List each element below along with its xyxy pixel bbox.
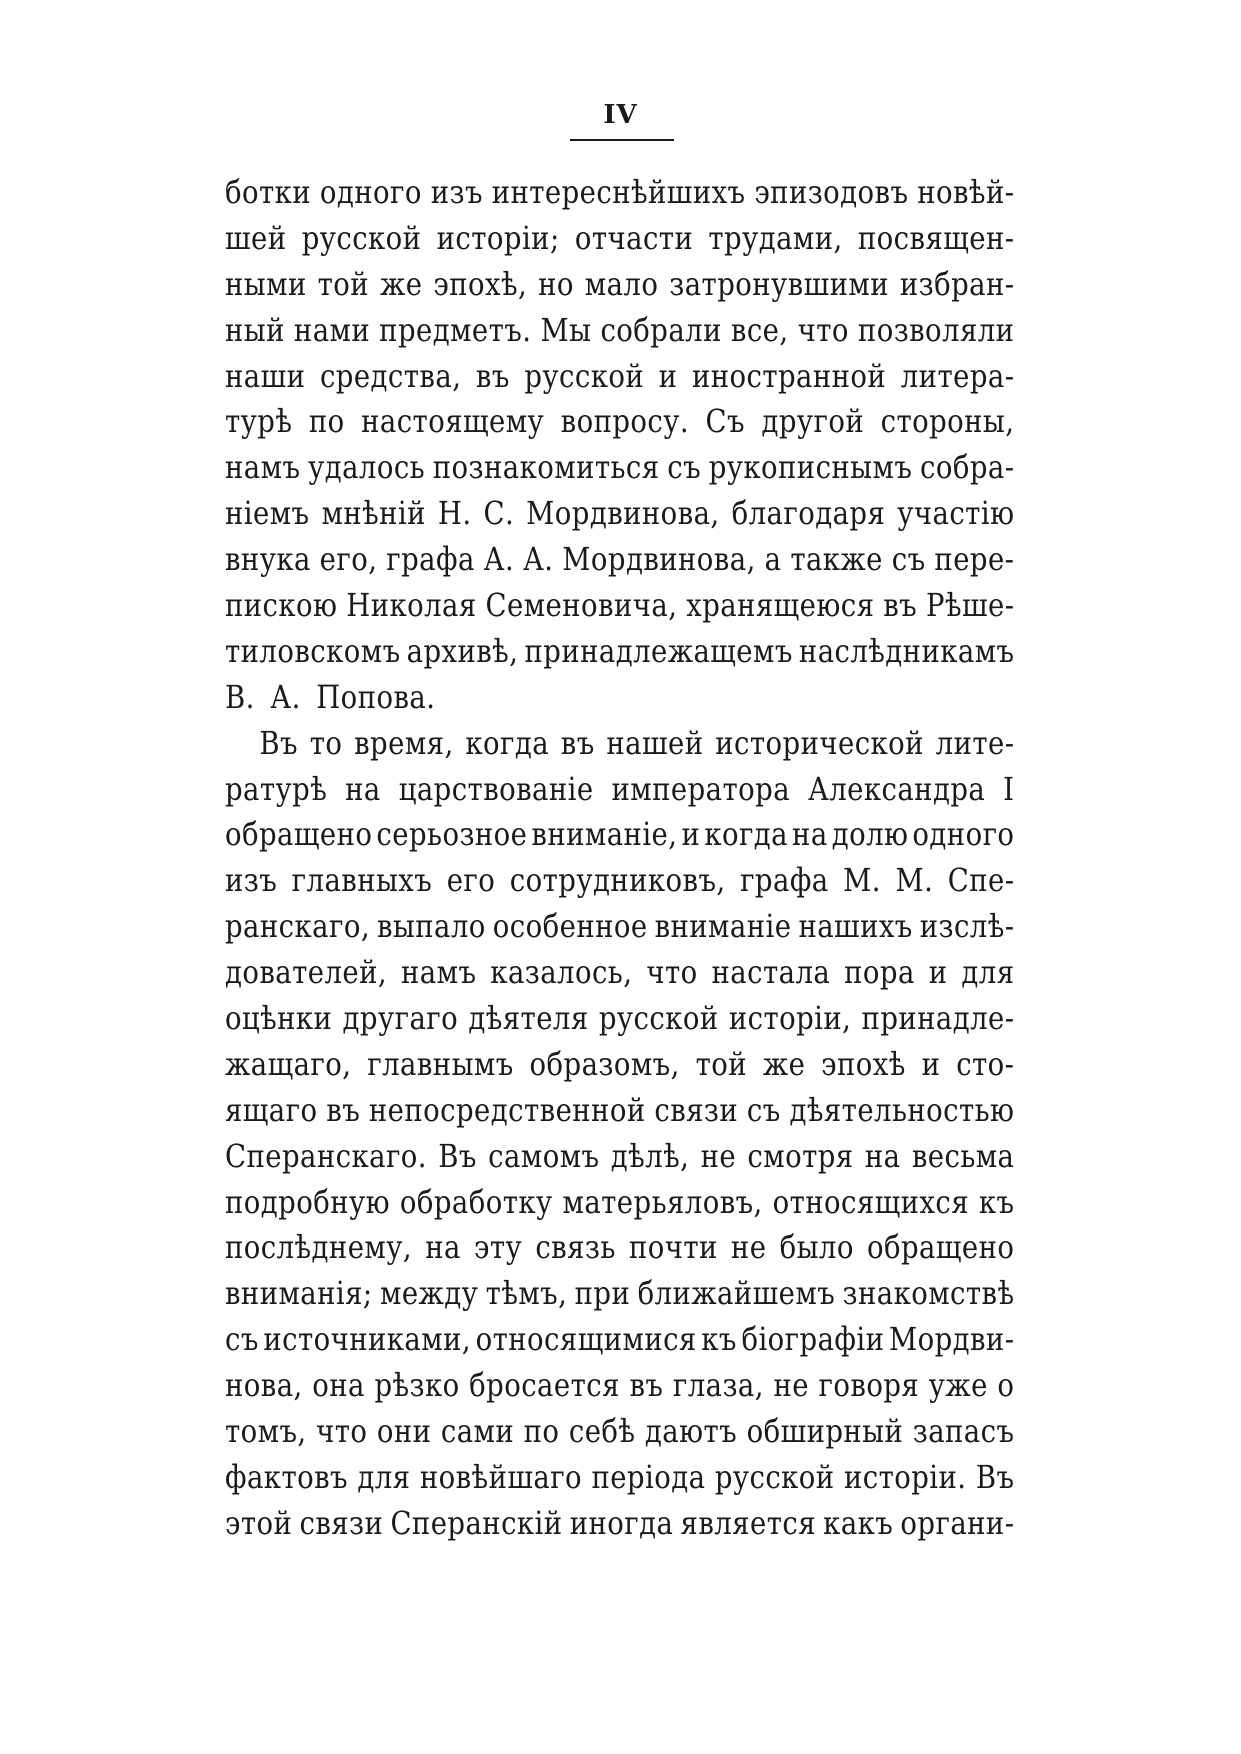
word: этой	[225, 1503, 293, 1542]
word: турѣ	[225, 402, 293, 441]
word: когда	[704, 815, 789, 854]
text-body	[225, 170, 1015, 1547]
text-line	[225, 445, 1014, 491]
word: обращено	[867, 1228, 1015, 1267]
word: благодаря	[731, 494, 886, 533]
text-line	[225, 1180, 1014, 1226]
word: В.	[225, 677, 255, 716]
word: Спе-	[947, 861, 1015, 900]
word: въ	[560, 723, 595, 762]
word: органи-	[900, 1503, 1015, 1542]
word: на	[792, 815, 828, 854]
word: бросается	[469, 1366, 620, 1405]
word: время,	[354, 723, 454, 762]
word: нашей	[606, 723, 704, 762]
word: о	[997, 1366, 1015, 1405]
word: I	[1003, 769, 1015, 808]
word: что	[797, 310, 849, 349]
word: хранящеюся	[686, 586, 875, 625]
word: выпало	[376, 907, 486, 946]
word: изъ	[430, 173, 483, 211]
word: наши	[225, 356, 306, 395]
word: томъ,	[225, 1412, 307, 1451]
word: матерьяловъ,	[562, 1182, 763, 1221]
text-line	[225, 1225, 1014, 1271]
word: Н.	[437, 494, 472, 533]
word: біографіи	[741, 1320, 885, 1359]
word: казалось,	[490, 953, 633, 992]
word: А.	[483, 540, 515, 579]
word: знакомствѣ	[842, 1274, 1015, 1313]
word: А.	[270, 677, 301, 716]
word: литера-	[900, 356, 1015, 395]
word: мало	[584, 264, 659, 303]
word: непосредственной	[368, 1090, 646, 1129]
word: Мордвинова,	[526, 494, 720, 533]
word: интереснѣйшихъ	[491, 173, 746, 211]
word: когда	[465, 723, 550, 762]
word: настоящему	[361, 402, 545, 441]
word: для	[961, 953, 1015, 992]
word: С.	[483, 494, 515, 533]
text-line	[225, 583, 1014, 629]
word: источниками,	[263, 1320, 472, 1359]
word: наслѣдникамъ	[798, 631, 1015, 670]
word: связь	[535, 1228, 616, 1267]
word: рѣзко	[374, 1366, 460, 1405]
word: ніемъ	[225, 494, 310, 533]
word: его	[446, 861, 496, 900]
word: образомъ,	[529, 1044, 680, 1083]
word: принадле-	[861, 999, 1015, 1038]
text-line	[225, 1409, 1014, 1455]
text-line	[225, 629, 1014, 675]
word: Въ	[438, 1136, 477, 1175]
word: ящаго	[225, 1090, 318, 1129]
word: рукописнымъ	[708, 448, 913, 487]
word: даютъ	[644, 1412, 738, 1451]
word: и	[681, 815, 701, 854]
text-line	[225, 1501, 1014, 1547]
text-line	[225, 216, 1014, 262]
text-line	[225, 1134, 1014, 1180]
word: періода	[591, 1457, 706, 1496]
word: Александра	[807, 769, 986, 808]
word: намъ	[401, 953, 477, 992]
text-line	[225, 1042, 1014, 1088]
word: исторической	[715, 723, 924, 762]
word: то	[309, 723, 343, 762]
word: одного	[319, 173, 422, 211]
word: какъ	[823, 1503, 894, 1542]
word: пере-	[934, 540, 1015, 579]
word: на	[864, 1136, 901, 1175]
word: относящихся	[772, 1182, 970, 1221]
word: между	[380, 1274, 479, 1313]
word: изъ	[225, 861, 278, 900]
word: Мордви-	[888, 1320, 1015, 1359]
word: русской	[598, 999, 719, 1038]
word: предметъ.	[379, 310, 532, 349]
word: эпизодовъ	[754, 173, 909, 211]
word: иногда	[569, 1503, 674, 1542]
word: вопросу.	[560, 402, 690, 441]
word: позволяли	[857, 310, 1015, 349]
word: трудами,	[708, 218, 843, 257]
word: же	[762, 1044, 806, 1083]
word: было	[779, 1228, 854, 1267]
text-line	[225, 858, 1014, 904]
word: глаза,	[672, 1366, 764, 1405]
word: шей	[225, 218, 287, 257]
word: серьозное	[376, 815, 528, 854]
word: въ	[629, 1366, 664, 1405]
word: Сперанскій	[390, 1503, 563, 1542]
word: архивѣ,	[406, 631, 519, 670]
word: настала	[711, 953, 831, 992]
word: царствованіе	[398, 769, 594, 808]
paragraph-1	[225, 170, 1015, 721]
word: собра-	[919, 448, 1015, 487]
word: въ	[883, 586, 918, 625]
word: почти	[628, 1228, 718, 1267]
word: къ	[701, 1320, 737, 1359]
word: ратурѣ	[225, 769, 328, 808]
text-line	[225, 170, 1014, 216]
word: главнымъ	[367, 1044, 514, 1083]
word: особенное	[492, 907, 648, 946]
word: Въ	[259, 723, 298, 762]
word: съ	[667, 448, 702, 487]
text-line	[225, 1088, 1014, 1134]
word: нами	[293, 310, 371, 349]
word: обращено	[225, 815, 373, 854]
text-line	[225, 996, 1014, 1042]
word: весьма	[911, 1136, 1015, 1175]
word: съ	[225, 1320, 259, 1359]
text-line	[225, 491, 1014, 537]
word: А.	[522, 540, 554, 579]
word: эпохѣ	[821, 1044, 906, 1083]
word: дѣлѣ,	[610, 1136, 690, 1175]
word: затронувшими	[669, 264, 889, 303]
word: подробную	[225, 1182, 390, 1221]
word: обработку	[399, 1182, 553, 1221]
word: ными	[225, 264, 307, 303]
word: къ	[978, 1182, 1015, 1221]
word: главныхъ	[291, 861, 433, 900]
word: нашихъ	[798, 907, 913, 946]
word: той	[317, 264, 370, 303]
word: ный	[225, 310, 285, 349]
word: иностранной	[691, 356, 887, 395]
word: говоря	[818, 1366, 920, 1405]
header-rule	[570, 139, 674, 141]
word: по	[308, 402, 345, 441]
word: Сперанскаго.	[225, 1136, 427, 1175]
text-line	[225, 1363, 1014, 1409]
word: оцѣнки	[225, 999, 333, 1038]
text-line	[225, 262, 1014, 308]
paragraph-2	[225, 721, 1015, 1547]
word: тиловскомъ	[225, 631, 401, 670]
word: Попова.	[316, 677, 436, 716]
word: лите-	[935, 723, 1015, 762]
word: не	[773, 1366, 809, 1405]
text-line	[225, 399, 1014, 445]
word: посвящен-	[857, 218, 1015, 257]
word: Мы	[540, 310, 592, 349]
word: отчасти	[574, 218, 694, 257]
word: она	[312, 1366, 365, 1405]
word: намъ	[225, 448, 301, 487]
word: пора	[844, 953, 915, 992]
word: графа	[386, 540, 475, 579]
word: собрали	[600, 310, 722, 349]
word: жащаго,	[225, 1044, 352, 1083]
text-line	[225, 950, 1014, 996]
word: является	[680, 1503, 816, 1542]
word: средства,	[319, 356, 462, 395]
word: участію	[897, 494, 1015, 533]
word: смотря	[747, 1136, 854, 1175]
word: также	[790, 540, 883, 579]
word: другой	[761, 402, 865, 441]
word: вниманіе	[654, 907, 792, 946]
word: принадлежащемъ	[524, 631, 793, 670]
word: Въ	[975, 1457, 1015, 1496]
word: они	[376, 1412, 432, 1451]
word: его,	[319, 540, 378, 579]
word: по	[523, 1412, 560, 1451]
word: одного	[912, 815, 1015, 854]
word: императора	[611, 769, 791, 808]
word: что	[316, 1412, 368, 1451]
page-number: IV	[603, 100, 638, 130]
word: стороны,	[880, 402, 1015, 441]
word: русской	[524, 356, 645, 395]
word: не	[730, 1228, 767, 1267]
word: сто-	[956, 1044, 1015, 1083]
word: а	[764, 540, 782, 579]
text-line	[225, 1317, 1014, 1363]
word: внука	[225, 540, 311, 579]
word: М.	[843, 861, 881, 900]
word: связи	[654, 1090, 739, 1129]
word: Мордвинова,	[562, 540, 756, 579]
word: долю	[831, 815, 909, 854]
word: познакомиться	[432, 448, 660, 487]
word: при	[574, 1274, 631, 1313]
word: ботки	[225, 173, 312, 211]
word: дѣятеля	[468, 999, 589, 1038]
word: относящимися	[475, 1320, 697, 1359]
text-line	[225, 904, 1014, 950]
text-line	[225, 1271, 1014, 1317]
word: эпохѣ,	[433, 264, 528, 303]
word: обширный	[746, 1412, 904, 1451]
word: послѣднему,	[225, 1228, 413, 1267]
page-header	[0, 100, 1241, 130]
word: и	[928, 953, 948, 992]
word: сами	[440, 1412, 515, 1451]
word: новѣй-	[917, 173, 1015, 211]
word: связи	[299, 1503, 384, 1542]
word: же	[379, 264, 423, 303]
word: въ	[326, 1090, 361, 1129]
text-line	[225, 1455, 1014, 1501]
word: уже	[928, 1366, 988, 1405]
word: на	[345, 769, 381, 808]
text-line	[225, 812, 1014, 858]
word: мнѣній	[321, 494, 426, 533]
text-line	[225, 767, 1014, 813]
word: тѣмъ,	[485, 1274, 568, 1313]
word: но	[538, 264, 574, 303]
text-line	[225, 537, 1014, 583]
word: что	[646, 953, 698, 992]
word: русской	[714, 1457, 835, 1496]
word: Николая	[346, 586, 477, 625]
word: все,	[730, 310, 789, 349]
word: нова,	[225, 1366, 303, 1405]
word: для	[357, 1457, 411, 1496]
word: запасъ	[912, 1412, 1015, 1451]
word: Рѣше-	[925, 586, 1015, 625]
word: фактовъ	[225, 1457, 348, 1496]
text-line	[225, 675, 1014, 721]
word: дѣятельностью	[789, 1090, 1015, 1129]
word: самомъ	[488, 1136, 600, 1175]
text-line	[225, 354, 1014, 400]
word: эту	[474, 1228, 523, 1267]
text-line	[225, 721, 1014, 767]
word: М.	[895, 861, 934, 900]
word: исторіи,	[728, 999, 852, 1038]
word: въ	[475, 356, 510, 395]
word: себѣ	[568, 1412, 636, 1451]
word: удалось	[308, 448, 426, 487]
word: вниманія;	[225, 1274, 373, 1313]
word: дователей,	[225, 953, 388, 992]
word: той	[695, 1044, 748, 1083]
word: сотрудниковъ,	[509, 861, 726, 900]
text-line	[225, 308, 1014, 354]
word: и	[921, 1044, 941, 1083]
word: пискою	[225, 586, 338, 625]
word: графа	[740, 861, 829, 900]
word: Съ	[705, 402, 745, 441]
word: вниманіе,	[531, 815, 678, 854]
word: исторіи;	[436, 218, 560, 257]
word: не	[700, 1136, 737, 1175]
word: и	[658, 356, 678, 395]
word: съ	[746, 1090, 781, 1129]
word: ближайшемъ	[637, 1274, 836, 1313]
word: другаго	[342, 999, 459, 1038]
word: избран-	[899, 264, 1015, 303]
word: ранскаго,	[225, 907, 370, 946]
word: русской	[301, 218, 422, 257]
word: исторіи.	[843, 1457, 967, 1496]
word: на	[425, 1228, 461, 1267]
word: изслѣ-	[919, 907, 1015, 946]
word: новѣйшаго	[419, 1457, 583, 1496]
word: Семеновича,	[485, 586, 678, 625]
word: съ	[891, 540, 926, 579]
